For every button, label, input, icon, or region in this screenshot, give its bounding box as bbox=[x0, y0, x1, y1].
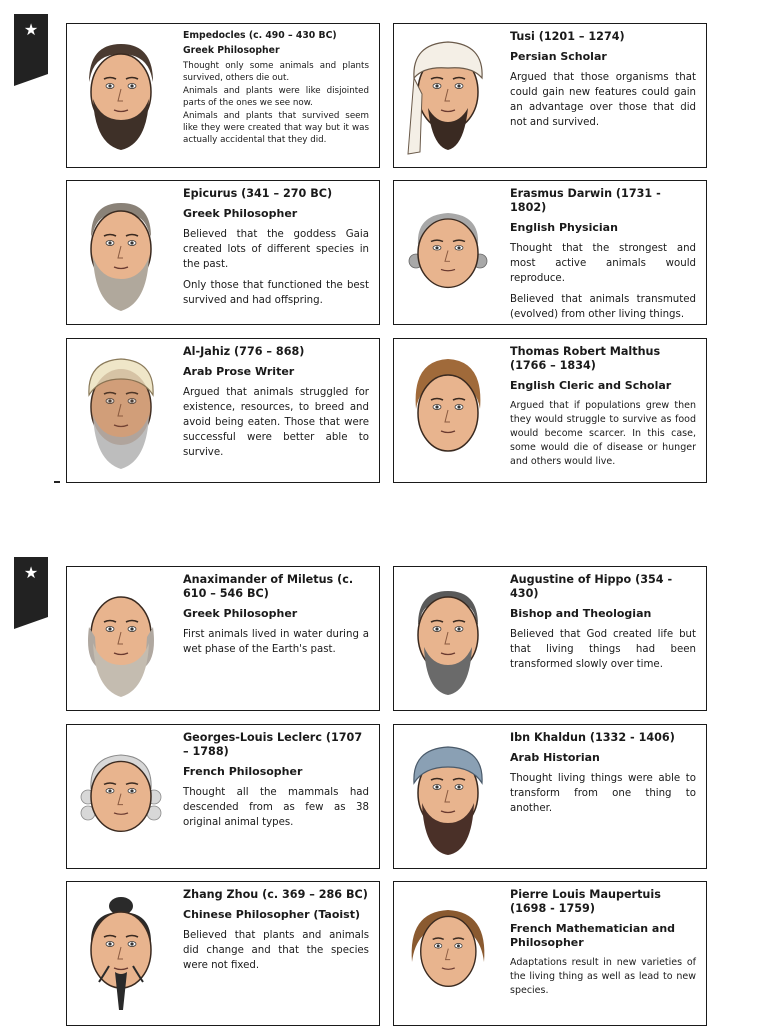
person-description: Thought that the strongest and most active animals would reproduce. bbox=[510, 243, 696, 284]
person-name: Georges-Louis Leclerc (1707 – 1788) bbox=[183, 731, 363, 758]
portrait-image bbox=[402, 577, 494, 702]
person-card bbox=[393, 338, 707, 483]
person-name: Empedocles (c. 490 – 430 BC) bbox=[183, 30, 337, 41]
portrait-image bbox=[75, 735, 167, 860]
person-role: English Cleric and Scholar bbox=[510, 379, 672, 392]
person-role: Chinese Philosopher (Taoist) bbox=[183, 908, 361, 921]
person-description: Believed that God created life but that living things had been transformed slowly over time. bbox=[510, 629, 696, 670]
portrait-image bbox=[75, 892, 167, 1017]
person-role: French Philosopher bbox=[183, 765, 303, 778]
page-tab-marker bbox=[14, 557, 48, 617]
person-name: Pierre Louis Maupertuis (1698 - 1759) bbox=[510, 888, 661, 915]
person-card bbox=[393, 23, 707, 168]
person-role: Greek Philosopher bbox=[183, 45, 280, 56]
portrait-image bbox=[75, 577, 167, 702]
person-description: Thought only some animals and plants survived, others die out. bbox=[183, 61, 369, 83]
person-card bbox=[66, 724, 380, 869]
portrait-image bbox=[402, 34, 494, 159]
person-description: Believed that the goddess Gaia created lots of different species in the past. bbox=[183, 229, 369, 270]
person-card bbox=[393, 180, 707, 325]
person-card bbox=[66, 180, 380, 325]
person-role: Arab Prose Writer bbox=[183, 365, 295, 378]
person-role: Greek Philosopher bbox=[183, 607, 298, 620]
person-card bbox=[393, 724, 707, 869]
person-name: Zhang Zhou (c. 369 – 286 BC) bbox=[183, 888, 368, 901]
person-name: Ibn Khaldun (1332 - 1406) bbox=[510, 731, 675, 744]
portrait-image bbox=[402, 735, 494, 860]
star-icon: ★ bbox=[23, 563, 39, 582]
person-description: First animals lived in water during a wet phase of the Earth's past. bbox=[183, 629, 369, 655]
person-role: Bishop and Theologian bbox=[510, 607, 652, 620]
person-description: Argued that animals struggled for existence, resources, to breed and avoid being eaten. Those that were successful were better able to survive. bbox=[183, 387, 369, 458]
person-description: Believed that animals transmuted (evolved) from other living things. bbox=[510, 294, 696, 320]
person-name: Epicurus (341 – 270 BC) bbox=[183, 187, 333, 200]
person-card bbox=[66, 338, 380, 483]
person-role: Greek Philosopher bbox=[183, 207, 298, 220]
person-name: Al-Jahiz (776 – 868) bbox=[183, 345, 305, 358]
person-role: French Mathematician and Philosopher bbox=[510, 922, 676, 949]
person-role: Persian Scholar bbox=[510, 50, 607, 63]
person-description: Argued that if populations grew then they would struggle to survive as food would become scarcer. In this case, some would die of disease or hunger and others would live. bbox=[510, 400, 696, 467]
person-name: Augustine of Hippo (354 - 430) bbox=[510, 573, 673, 600]
person-description: Adaptations result in new varieties of the living thing as well as lead to new species. bbox=[510, 957, 696, 996]
person-description: Thought all the mammals had descended from as few as 38 original animal types. bbox=[183, 787, 369, 828]
page-tab-marker bbox=[14, 14, 48, 74]
person-name: Erasmus Darwin (1731 - 1802) bbox=[510, 187, 661, 214]
portrait-image bbox=[402, 892, 494, 1017]
person-card bbox=[66, 23, 380, 168]
person-card bbox=[393, 881, 707, 1026]
portrait-image bbox=[75, 34, 167, 159]
portrait-image bbox=[75, 349, 167, 474]
person-description: Argued that those organisms that could gain new features could gain an advantage over those that did not and survived. bbox=[510, 72, 696, 128]
person-card bbox=[66, 881, 380, 1026]
person-description: Thought living things were able to transform from one thing to another. bbox=[510, 773, 696, 814]
person-name: Tusi (1201 – 1274) bbox=[510, 30, 625, 43]
person-description: Believed that plants and animals did change and that the species were not fixed. bbox=[183, 930, 369, 971]
person-role: English Physician bbox=[510, 221, 618, 234]
portrait-image bbox=[402, 349, 494, 474]
person-description: Animals and plants were like disjointed parts of the ones we see now. bbox=[183, 86, 369, 108]
person-description: Animals and plants that survived seem like they were created that way but it was actually accidental that they did. bbox=[183, 111, 369, 145]
person-description: Only those that functioned the best survived and had offspring. bbox=[183, 280, 369, 306]
portrait-image bbox=[402, 191, 494, 316]
person-card bbox=[66, 566, 380, 711]
person-name: Anaximander of Miletus (c. 610 – 546 BC) bbox=[183, 573, 354, 600]
person-role: Arab Historian bbox=[510, 751, 600, 764]
person-name: Thomas Robert Malthus (1766 – 1834) bbox=[510, 345, 661, 372]
person-card bbox=[393, 566, 707, 711]
portrait-image bbox=[75, 191, 167, 316]
divider-mark bbox=[54, 481, 60, 483]
star-icon: ★ bbox=[23, 20, 39, 39]
